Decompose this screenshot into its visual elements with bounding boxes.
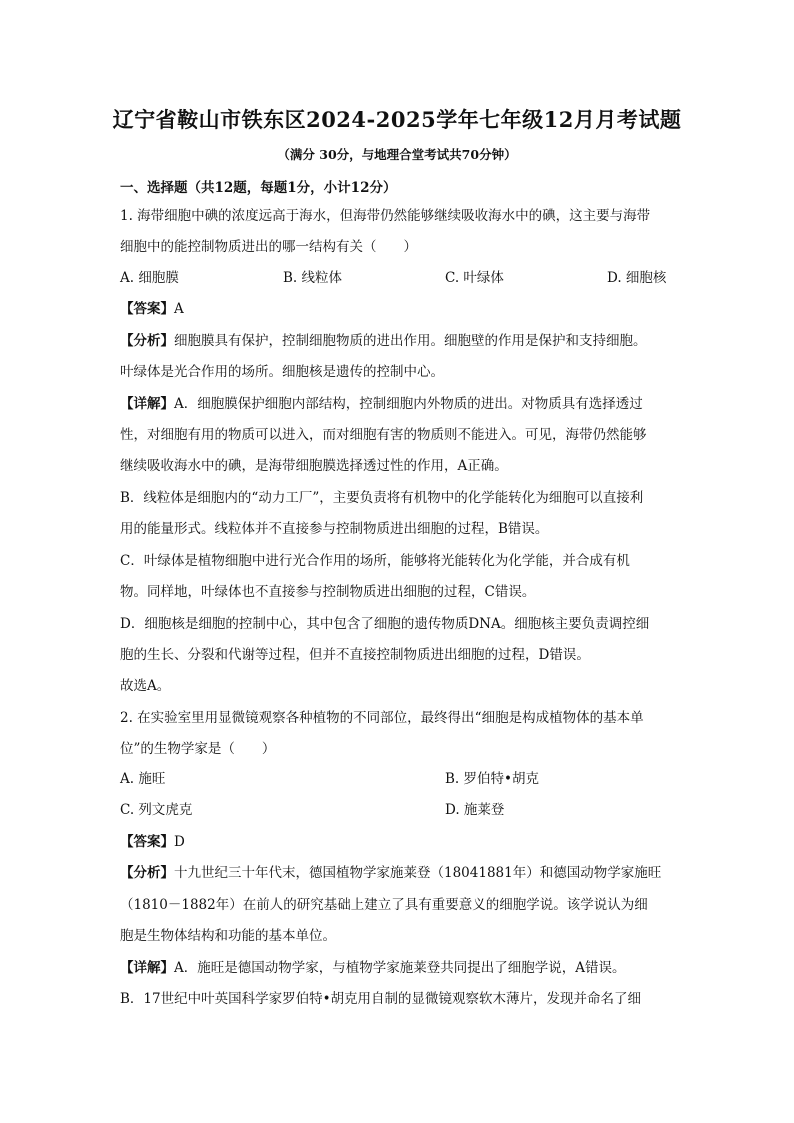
- q1-detail-line2: 性，对细胞有用的物质可以进入，而对细胞有害的物质则不能进入。可见，海带仍然能够: [120, 427, 647, 443]
- q2-analysis-line2: （1810－1882年）在前人的研究基础上建立了具有重要意义的细胞学说。该学说认为细: [120, 897, 648, 913]
- q1-option-c: C. 叶绿体: [445, 270, 504, 286]
- detail-text: A．施旺是德国动物学家，与植物学家施莱登共同提出了细胞学说，A错误。: [174, 960, 626, 976]
- q1-option-b: B. 线粒体: [283, 270, 343, 286]
- q1-detail-line3: 继续吸收海水中的碘，是海带细胞膜选择透过性的作用，A正确。: [120, 458, 508, 474]
- q1-detail-line8: D．细胞核是细胞的控制中心，其中包含了细胞的遗传物质DNA。细胞核主要负责调控细: [120, 616, 650, 632]
- q1-detail-line5: 用的能量形式。线粒体并不直接参与控制物质进出细胞的过程，B错误。: [120, 521, 549, 537]
- q1-conclusion: 故选A。: [120, 678, 171, 694]
- q1-analysis-line2: 叶绿体是光合作用的场所。细胞核是遗传的控制中心。: [120, 364, 444, 380]
- detail-tag: 【详解】: [120, 960, 174, 976]
- analysis-text: 十九世纪三十年代末，德国植物学家施莱登（18041881年）和德国动物学家施旺: [174, 865, 662, 881]
- answer-value: A: [174, 301, 184, 317]
- q1-detail-line4: B．线粒体是细胞内的“动力工厂”，主要负责将有机物中的化学能转化为细胞可以直接利: [120, 490, 644, 506]
- q2-option-a: A. 施旺: [120, 771, 166, 787]
- q2-detail-line1: [120, 958, 680, 978]
- q2-answer: [120, 832, 680, 852]
- q1-detail-line1: [120, 394, 680, 414]
- q2-stem-line1: 2. 在实验室里用显微镜观察各种植物的不同部位，最终得出“细胞是构成植物体的基本单: [120, 710, 644, 726]
- q2-option-b: B. 罗伯特•胡克: [445, 771, 539, 787]
- analysis-tag: 【分析】: [120, 865, 174, 881]
- q2-option-c: C. 列文虎克: [120, 802, 193, 818]
- q2-stem-line2: 位”的生物学家是（ ）: [120, 741, 276, 757]
- q1-stem-line1: 1. 海带细胞中碘的浓度远高于海水，但海带仍然能够继续吸收海水中的碘，这主要与海带: [120, 208, 651, 224]
- q1-detail-line6: C．叶绿体是植物细胞中进行光合作用的场所，能够将光能转化为化学能，并合成有机: [120, 553, 630, 569]
- answer-tag: 【答案】: [120, 301, 174, 317]
- q1-analysis-line1: [120, 331, 680, 351]
- q1-stem-line2: 细胞中的能控制物质进出的哪一结构有关（ ）: [120, 239, 417, 255]
- detail-tag: 【详解】: [120, 396, 174, 412]
- q2-option-d: D. 施莱登: [445, 802, 505, 818]
- q1-option-d: D. 细胞核: [607, 270, 667, 286]
- q1-answer: [120, 299, 680, 319]
- q1-option-a: A. 细胞膜: [120, 270, 179, 286]
- q2-detail-line2: B．17世纪中叶英国科学家罗伯特•胡克用自制的显微镜观察软木薄片，发现并命名了细: [120, 991, 642, 1007]
- answer-tag: 【答案】: [120, 834, 174, 850]
- analysis-text: 细胞膜具有保护，控制细胞物质的进出作用。细胞壁的作用是保护和支持细胞。: [174, 333, 647, 349]
- exam-subtitle: （满分 30分，与地理合堂考试共70分钟）: [277, 147, 517, 162]
- detail-text: A．细胞膜保护细胞内部结构，控制细胞内外物质的进出。对物质具有选择透过: [174, 396, 643, 412]
- q1-detail-line9: 胞的生长、分裂和代谢等过程，但并不直接控制物质进出细胞的过程，D错误。: [120, 647, 590, 663]
- q2-analysis-line3: 胞是生物体结构和功能的基本单位。: [120, 928, 336, 944]
- section-heading: 一、选择题（共12题，每题1分，小计12分）: [120, 180, 397, 196]
- page-title: 辽宁省鞍山市铁东区2024-2025学年七年级12月月考试题: [112, 107, 682, 132]
- analysis-tag: 【分析】: [120, 333, 174, 349]
- answer-value: D: [174, 834, 185, 850]
- q1-detail-line7: 物。同样地，叶绿体也不直接参与控制物质进出细胞的过程，C错误。: [120, 584, 536, 600]
- q2-analysis-line1: [120, 863, 680, 883]
